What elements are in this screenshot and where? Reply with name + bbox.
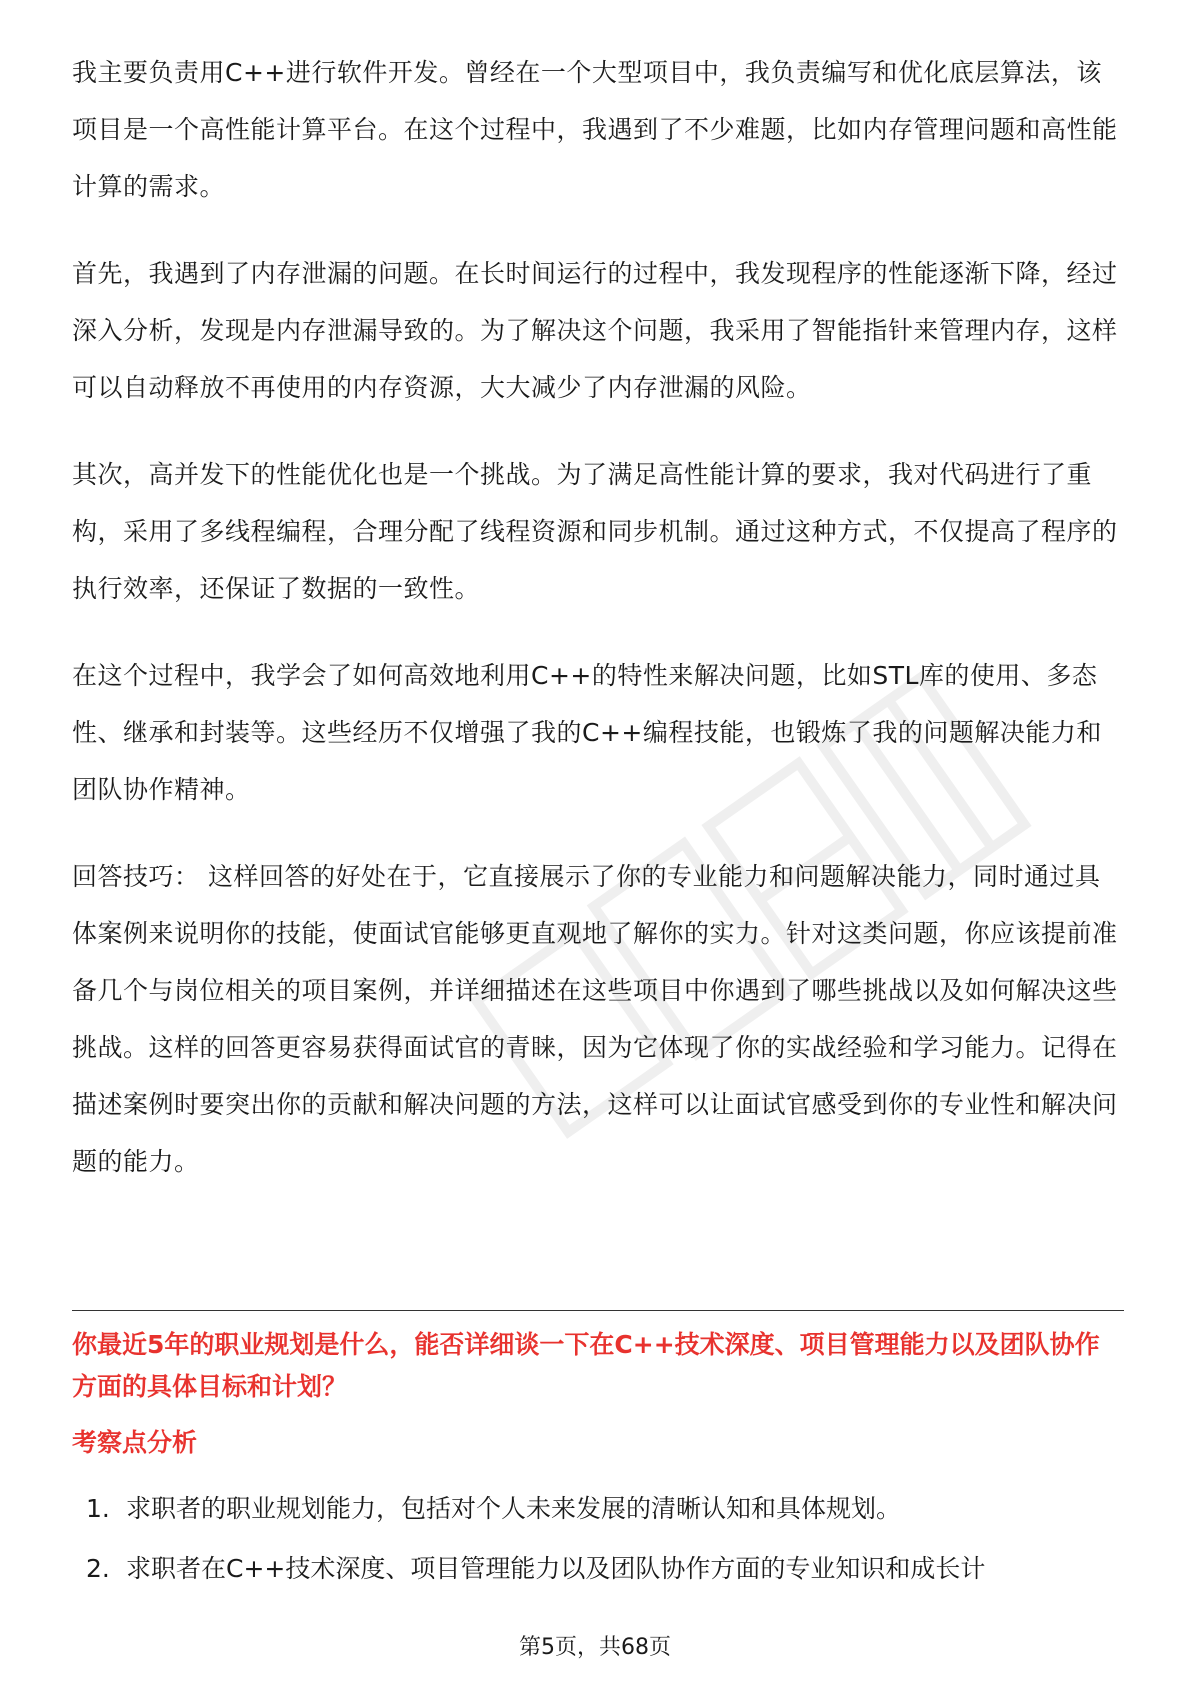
page-footer: 第5页，共68页: [519, 1635, 671, 1660]
list-item-text: 求职者的职业规划能力，包括对个人未来发展的清晰认知和具体规划。: [126, 1494, 902, 1523]
list-item: [72, 1490, 1124, 1528]
analysis-list: [72, 1490, 1124, 1610]
paragraph-intro: 我主要负责用C++进行软件开发。曾经在一个大型项目中，我负责编写和优化底层算法，该项目是一个高性能计算平台。在这个过程中，我遇到了不少难题，比如内存管理问题和高性能计算的需求。: [72, 58, 1118, 201]
paragraph-answer-tips: 回答技巧： 这样回答的好处在于，它直接展示了你的专业能力和问题解决能力，同时通过具体案例来说明你的技能，使面试官能够更直观地了解你的实力。针对这类问题，你应该提前准备几个与岗位相关的项目案例，并详细描述在这些项目中你遇到了哪些挑战以及如何解决这些挑战。这样的回答更容易获得面试官的青睐，因为它体现了你的实战经验和学习能力。记得在描述案例时要突出你的贡献和解决问题的方法，这样可以让面试官感受到你的专业性和解决问题的能力。: [72, 862, 1118, 1176]
list-item-number: 2.: [86, 1554, 110, 1583]
body-text: [72, 44, 1124, 1220]
paragraph-learnings: 在这个过程中，我学会了如何高效地利用C++的特性来解决问题，比如STL库的使用、多态性、继承和封装等。这些经历不仅增强了我的C++编程技能，也锻炼了我的问题解决能力和团队协作精神。: [72, 661, 1102, 804]
list-item-number: 1.: [86, 1494, 110, 1523]
section-divider: [72, 1310, 1124, 1311]
question-heading: 你最近5年的职业规划是什么，能否详细谈一下在C++技术深度、项目管理能力以及团队协作方面的具体目标和计划？: [72, 1330, 1100, 1401]
list-item: [72, 1550, 1124, 1588]
analysis-heading: 考察点分析: [72, 1428, 198, 1457]
paragraph-concurrency: 其次，高并发下的性能优化也是一个挑战。为了满足高性能计算的要求，我对代码进行了重构，采用了多线程编程，合理分配了线程资源和同步机制。通过这种方式，不仅提高了程序的执行效率，还保证了数据的一致性。: [72, 460, 1118, 603]
paragraph-memory-leak: 首先，我遇到了内存泄漏的问题。在长时间运行的过程中，我发现程序的性能逐渐下降，经过深入分析，发现是内存泄漏导致的。为了解决这个问题，我采用了智能指针来管理内存，这样可以自动释放不再使用的内存资源，大大减少了内存泄漏的风险。: [72, 259, 1118, 402]
list-item-text: 求职者在C++技术深度、项目管理能力以及团队协作方面的专业知识和成长计: [126, 1554, 986, 1583]
